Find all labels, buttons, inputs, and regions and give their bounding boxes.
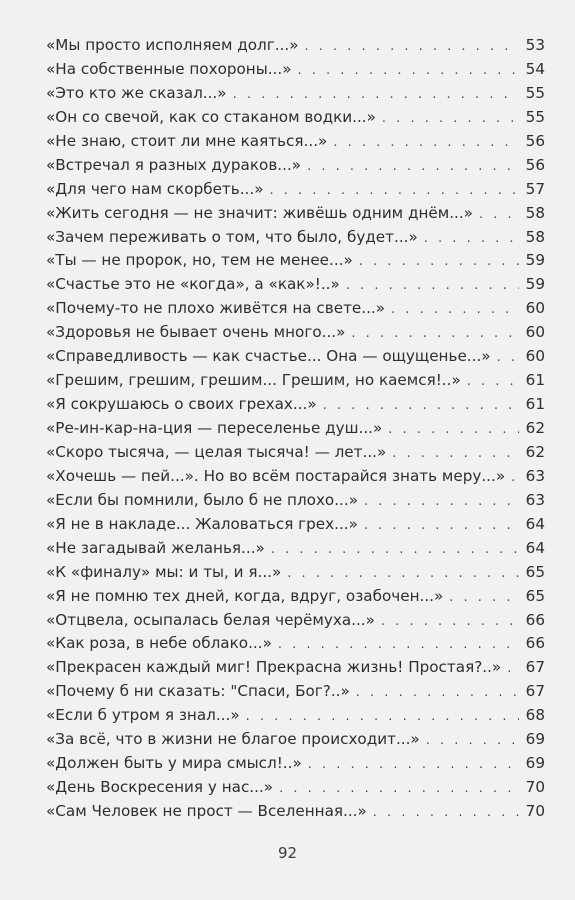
toc-dot-leader	[305, 35, 520, 59]
toc-entry	[46, 178, 545, 202]
toc-dot-leader	[307, 155, 519, 179]
toc-dot-leader	[381, 610, 519, 634]
toc-entry	[46, 321, 545, 345]
toc-entry-title: «Счастье это не «когда», а «как»!..»	[46, 275, 340, 294]
toc-entry	[46, 249, 545, 273]
toc-entry-title: «Здоровья не бывает очень много...»	[46, 323, 346, 342]
toc-entry-page: 69	[525, 730, 545, 749]
toc-dot-leader	[323, 394, 519, 418]
toc-entry-title: «Ты — не пророк, но, тем не менее...»	[46, 251, 353, 270]
toc-entry-page: 60	[525, 299, 545, 318]
toc-entry-page: 62	[525, 419, 545, 437]
toc-entry-title: «Почему-то не плохо живётся на свете...»	[46, 299, 386, 318]
toc-entry-title: «Если бы помнили, было б не плохо...»	[46, 490, 359, 509]
toc-dot-leader	[382, 107, 519, 131]
toc-entry-title: «Жить сегодня — не значит: живёшь одним днём...»	[46, 203, 473, 222]
toc-dot-leader	[308, 753, 519, 777]
toc-entry-page: 67	[525, 658, 545, 677]
toc-dot-leader	[333, 131, 519, 155]
toc-dot-leader	[270, 179, 519, 203]
toc-entry-title: «Скоро тысяча, — целая тысяча! — лет...»	[46, 442, 387, 461]
toc-entry-page: 54	[525, 59, 545, 78]
toc-entry-title: «Для чего нам скорбеть...»	[46, 179, 264, 198]
toc-entry-title: «Я не в накладе... Жаловаться грех...»	[46, 514, 358, 533]
toc-entry-page: 63	[525, 490, 545, 509]
toc-entry	[46, 752, 545, 776]
toc-dot-leader	[467, 370, 519, 394]
toc-entry-page: 57	[525, 179, 545, 198]
toc-entry-page: 58	[525, 227, 545, 246]
toc-entry-title: «Я не помню тех дней, когда, вдруг, озабочен...»	[46, 586, 444, 605]
toc-entry-page: 70	[525, 778, 545, 797]
toc-entry-title: «Сам Человек не прост — Вселенная...»	[46, 802, 367, 820]
toc-entry	[46, 34, 545, 58]
toc-entry	[46, 513, 545, 537]
table-of-contents	[46, 34, 545, 824]
toc-entry-title: «Встречал я разных дураков...»	[46, 155, 302, 174]
toc-entry-page: 66	[525, 610, 545, 629]
toc-entry-page: 56	[525, 131, 545, 150]
toc-entry-page: 70	[525, 802, 545, 820]
toc-entry-title: «Как роза, в небе облако...»	[46, 634, 272, 653]
toc-entry	[46, 154, 545, 178]
toc-entry	[46, 226, 545, 250]
toc-entry-page: 67	[525, 682, 545, 701]
toc-dot-leader	[233, 83, 519, 107]
toc-entry	[46, 776, 545, 800]
toc-entry	[46, 345, 545, 369]
toc-entry-page: 60	[525, 323, 545, 342]
toc-entry	[46, 441, 545, 465]
toc-dot-leader	[373, 801, 519, 825]
toc-dot-leader	[298, 59, 520, 83]
toc-entry	[46, 369, 545, 393]
toc-entry-title: «Зачем переживать о том, что было, будет...»	[46, 227, 418, 246]
toc-entry-page: 64	[525, 514, 545, 533]
toc-dot-leader	[391, 298, 519, 322]
toc-entry	[46, 656, 545, 680]
toc-dot-leader	[279, 777, 519, 801]
toc-entry-title: «К «финалу» мы: и ты, и я...»	[46, 562, 282, 581]
toc-entry	[46, 537, 545, 561]
toc-entry-title: «На собственные похороны...»	[46, 59, 292, 78]
toc-dot-leader	[392, 442, 519, 466]
toc-entry-title: «Мы просто исполняем долг...»	[46, 36, 299, 54]
toc-dot-leader	[278, 633, 519, 657]
toc-entry-page: 55	[525, 83, 545, 102]
toc-dot-leader	[271, 538, 519, 562]
toc-entry-title: «За всё, что в жизни не благое происходит...»	[46, 730, 420, 749]
toc-entry	[46, 728, 545, 752]
toc-entry-page: 55	[525, 107, 545, 126]
toc-entry-page: 65	[525, 562, 545, 581]
toc-dot-leader	[507, 657, 519, 681]
toc-entry-title: «Если б утром я знал...»	[46, 706, 240, 725]
toc-entry-page: 59	[525, 251, 545, 270]
toc-dot-leader	[497, 346, 519, 370]
toc-entry-title: «Прекрасен каждый миг! Прекрасна жизнь! Простая?..»	[46, 658, 502, 677]
toc-entry-page: 64	[525, 538, 545, 557]
toc-entry-page: 60	[525, 347, 545, 366]
toc-entry-page: 61	[525, 395, 545, 414]
toc-dot-leader	[479, 203, 519, 227]
toc-dot-leader	[356, 681, 519, 705]
toc-entry-page: 56	[525, 155, 545, 174]
toc-entry	[46, 82, 545, 106]
toc-entry	[46, 58, 545, 82]
toc-entry-page: 58	[525, 203, 545, 222]
toc-entry-page: 68	[525, 706, 545, 725]
toc-dot-leader	[351, 322, 519, 346]
toc-entry-title: «Он со свечой, как со стаканом водки...»	[46, 107, 376, 126]
toc-entry	[46, 297, 545, 321]
toc-entry-title: «Не загадывай желанья...»	[46, 538, 265, 557]
toc-entry-title: «Я сокрушаюсь о своих грехах...»	[46, 395, 317, 414]
toc-entry-page: 63	[525, 466, 545, 485]
toc-entry-page: 61	[525, 371, 545, 390]
toc-dot-leader	[246, 705, 519, 729]
toc-dot-leader	[388, 418, 519, 442]
toc-entry	[46, 273, 545, 297]
toc-entry-title: «Не знаю, стоит ли мне каяться...»	[46, 131, 328, 150]
toc-entry	[46, 130, 545, 154]
toc-entry	[46, 489, 545, 513]
toc-dot-leader	[346, 274, 519, 298]
toc-dot-leader	[449, 586, 519, 610]
toc-dot-leader	[424, 227, 519, 251]
toc-entry	[46, 561, 545, 585]
toc-entry	[46, 465, 545, 489]
toc-entry-page: 69	[525, 754, 545, 773]
toc-dot-leader	[364, 490, 519, 514]
toc-dot-leader	[364, 514, 519, 538]
toc-entry-title: «Справедливость — как счастье... Она — ощущенье...»	[46, 347, 491, 366]
toc-entry-title: «День Воскресения у нас...»	[46, 778, 274, 797]
toc-entry-title: «Ре-ин-кар-на-ция — переселенье душ...»	[46, 419, 383, 437]
toc-dot-leader	[359, 250, 519, 274]
toc-entry-page: 66	[525, 634, 545, 653]
toc-entry-title: «Грешим, грешим, грешим... Грешим, но каемся!..»	[46, 371, 461, 390]
toc-entry	[46, 800, 545, 824]
toc-entry-page: 53	[525, 36, 545, 54]
toc-entry	[46, 704, 545, 728]
toc-entry	[46, 585, 545, 609]
toc-entry-title: «Хочешь — пей...». Но во всём постарайся знать меру...»	[46, 466, 506, 485]
toc-entry	[46, 417, 545, 441]
toc-entry-title: «Это кто же сказал...»	[46, 83, 227, 102]
toc-dot-leader	[426, 729, 519, 753]
toc-entry	[46, 393, 545, 417]
toc-entry-page: 59	[525, 275, 545, 294]
toc-entry	[46, 632, 545, 656]
toc-entry-title: «Почему б ни сказать: "Спаси, Бог?..»	[46, 682, 350, 701]
toc-entry-title: «Должен быть у мира смысл!..»	[46, 754, 302, 773]
toc-entry	[46, 202, 545, 226]
toc-entry-page: 62	[525, 442, 545, 461]
toc-entry-title: «Отцвела, осыпалась белая черёмуха...»	[46, 610, 375, 629]
toc-dot-leader	[287, 562, 519, 586]
toc-dot-leader	[511, 466, 519, 490]
toc-entry	[46, 680, 545, 704]
toc-entry	[46, 106, 545, 130]
toc-entry-page: 65	[525, 586, 545, 605]
page-number: 92	[277, 844, 298, 862]
toc-entry	[46, 609, 545, 633]
